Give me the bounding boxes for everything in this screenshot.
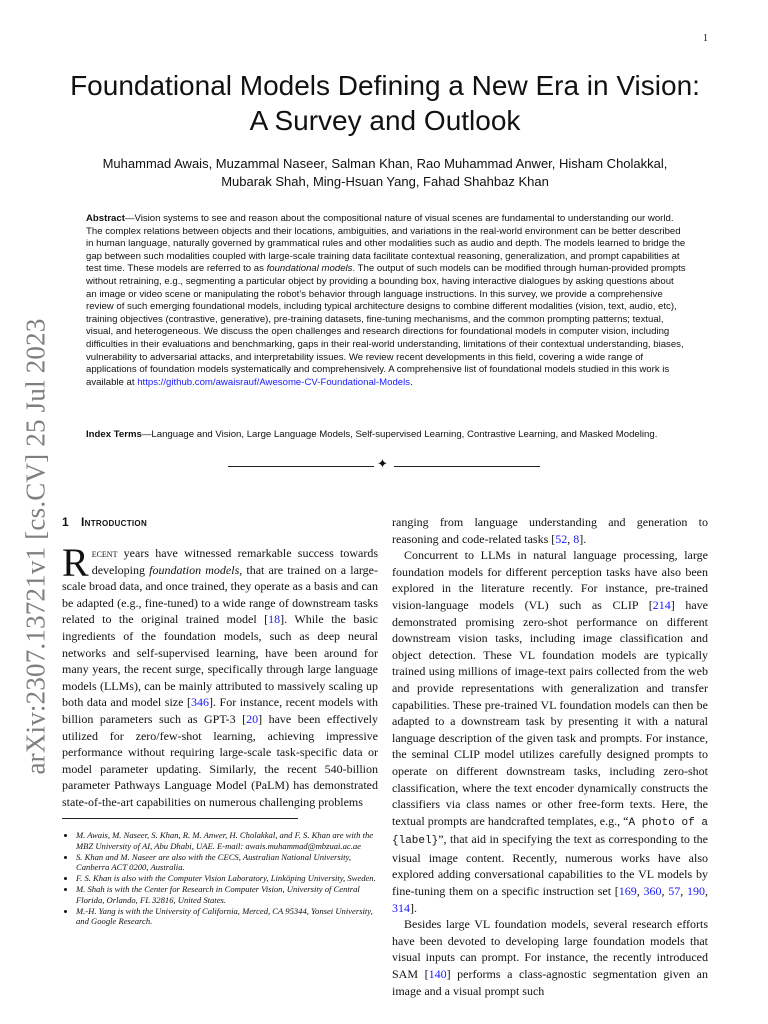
- citation-link[interactable]: 140: [428, 967, 447, 982]
- arxiv-stamp-text: arXiv:2307.13721v1 [cs.CV] 25 Jul 2023: [20, 317, 51, 775]
- arxiv-stamp: [6, 286, 66, 806]
- text-span: ] have demonstrated promising zero-shot performance on different downstream vision tasks, including image classification and object detection. These VL foundation models are typically trained using millions of image-text pairs collected from the web and provide representations with generalization and transfer capabilities. These pre-trained VL foundation models can then be adapted to a downstream task by presenting it with a natural language description of the given task and prompts. For instance, the seminal CLIP model utilizes carefully designed prompts to operate on different downstream tasks, including zero-shot classification, where the text encoder dynamically constructs the classifiers via class names or other free-form texts. Here, the textual prompts are handcrafted templates, e.g., “: [392, 597, 708, 828]
- citation-link[interactable]: 214: [652, 597, 671, 612]
- citation-link[interactable]: 314: [392, 900, 410, 915]
- abstract: [86, 213, 686, 389]
- section-heading: [62, 515, 147, 529]
- drop-cap: R: [62, 540, 89, 585]
- text-span: ].: [410, 900, 417, 915]
- text-span: years have witnessed remarkable success towards developing: [91, 546, 378, 577]
- citation-link[interactable]: 18: [268, 612, 281, 627]
- text-span: ] performs a class-agnostic segmentation given an image and a visual prompt such: [392, 967, 708, 998]
- divider-line-right: [394, 466, 540, 467]
- paper-title: Foundational Models Defining a New Era in Vision: A Survey and Outlook: [70, 70, 700, 136]
- text-span: ,: [680, 884, 688, 899]
- page-number: 1: [703, 33, 708, 44]
- footnote-item: • M. Shah is with the Center for Research in Computer Vision, University of Central Florida, Orlando, FL 32816, United States.: [76, 884, 378, 906]
- index-terms: [86, 429, 686, 442]
- abstract-emphasis: foundational models: [266, 263, 353, 275]
- text-span: ]. For instance, recent models with billion parameters such as GPT-3 [: [62, 695, 378, 726]
- abstract-end: .: [410, 376, 413, 388]
- repository-link[interactable]: https://github.com/awaisrauf/Awesome-CV-Foundational-Models: [137, 376, 411, 388]
- index-terms-label: Index Terms: [86, 429, 142, 440]
- left-column-text: [62, 540, 378, 811]
- intro-paragraph-continued: [392, 514, 708, 547]
- author-line-1: Muhammad Awais, Muzammal Naseer, Salman Khan, Rao Muhammad Anwer, Hisham Cholakkal,: [102, 156, 668, 171]
- abstract-label: Abstract: [86, 213, 125, 224]
- text-span: Concurrent to LLMs in natural language processing, large foundation models for different perception tasks have also been explored in the literature recently. For instance, pre-trained vision-language models (VL) such as CLIP [: [392, 548, 708, 612]
- citation-link[interactable]: 190: [687, 884, 706, 899]
- section-title: Introduction: [80, 515, 148, 529]
- index-terms-text: —Language and Vision, Large Language Models, Self-supervised Learning, Contrastive Learning, and Masked Modeling.: [141, 429, 658, 440]
- footnote-item: • M. Awais, M. Naseer, S. Khan, R. M. Anwer, H. Cholakkal, and F. S. Khan are with the MBZ University of AI, Abu Dhabi, UAE. E-mail: awais.muhammad@mbzuai.ac.ae: [76, 830, 378, 852]
- citation-link[interactable]: 346: [191, 695, 209, 710]
- intro-paragraph-3: [392, 916, 708, 999]
- citation-link[interactable]: 169: [618, 884, 637, 899]
- footnotes: [62, 830, 378, 927]
- footnote-rule: [62, 818, 298, 819]
- abstract-text-2: . The output of such models can be modified through human-provided prompts without retraining, e.g., segmenting a particular object by providing a bounding box, having interactive dialogues by asking questions about an image or video scene or manipulating the robot’s behavior through language instructions. In this survey, we provide a comprehensive review of such emerging foundational models, including typical architecture designs to combine different modalities (vision, text, audio, etc), training objectives (contrastive, generative), pre-training datasets, fine-tuning mechanisms, and the common prompting patterns; textual, visual, and heterogeneous. We discuss the open challenges and research directions for foundational models in computer vision, including difficulties in their evaluations and benchmarking, gaps in their real-world understanding, limitations of their contextual understanding, biases, vulnerability to adversarial attacks, and interpretability issues. We review recent developments in this field, covering a wide range of applications of foundation models systematically and comprehensively. A comprehensive list of foundational models studied in this work is available at: [86, 263, 686, 388]
- citation-link[interactable]: 8: [573, 531, 580, 546]
- author-list: [70, 155, 700, 191]
- emphasis: foundation models: [149, 562, 240, 577]
- citation-link[interactable]: 360: [643, 884, 662, 899]
- text-span: ,: [636, 884, 644, 899]
- abstract-text-1: —Vision systems to see and reason about the compositional nature of visual scenes are fundamental to understanding our world. The complex relations between objects and their locations, ambiguities, and variations in the real-world environment can be better described in human language, naturally governed by grammatical rules and other modalities such as audio and depth. The models learned to bridge the gap between such modalities coupled with large-scale training data facilitate contextual reasoning, generalization, and prompt capabilities at test time. These models are referred to as: [86, 213, 686, 275]
- section-number: 1: [62, 515, 69, 529]
- text-span: ].: [579, 531, 587, 546]
- text-span: ] have been effectively utilized for zero/few-shot learning, achieving impressive performance without requiring large-scale task-specific data or model parameter updating. Similarly, the recent 540-billion parameter Pathways Language Model (PaLM) has demonstrated state-of-the-art capabilities on numerous challenging problems: [62, 711, 378, 809]
- right-column-text: [392, 514, 708, 999]
- footnote-item: • S. Khan and M. Naseer are also with the CECS, Australian National University, Canberra ACT 0200, Australia.: [76, 852, 378, 874]
- text-span: Besides large VL foundation models, several research efforts have been devoted to developing large foundation models that visual inputs can prompt. For instance, the recently introduced SAM [: [392, 917, 708, 982]
- citation-link[interactable]: 20: [246, 711, 259, 726]
- intro-paragraph-1: [62, 540, 378, 811]
- text-span: ,: [661, 884, 669, 899]
- text-span: ]. While the basic ingredients of the foundation models, such as deep neural networks and self-supervised learning, have been around for many years, the recent surge, specifically through large language models (LLMs), can be mainly attributed to massively scaling up both data and model size [: [62, 612, 378, 710]
- author-line-2: Mubarak Shah, Ming-Hsuan Yang, Fahad Shahbaz Khan: [221, 174, 549, 189]
- text-span: ,: [567, 531, 574, 546]
- smallcaps-lead: ecent: [91, 546, 118, 560]
- text-span: ”, that aid in specifying the text as corresponding to the visual image content. Recently, numerous works have also explored adding conversational capabilities to the VL models by fine-tuning them on a specific instruction set [: [392, 832, 708, 899]
- prompt-template-code: A photo of a {label}: [392, 816, 709, 848]
- divider-line-left: [228, 466, 374, 467]
- footnote-item: • M.-H. Yang is with the University of California, Merced, CA 95344, Yonsei University, and Google Research.: [76, 906, 378, 928]
- citation-link[interactable]: 52: [555, 531, 568, 546]
- intro-paragraph-2: [392, 547, 708, 916]
- text-span: ,: [705, 884, 709, 899]
- footnote-item: • F. S. Khan is also with the Computer Vision Laboratory, Linköping University, Sweden.: [76, 873, 378, 884]
- divider-ornament-icon: ✦: [377, 457, 388, 472]
- citation-link[interactable]: 57: [668, 884, 681, 899]
- text-span: ranging from language understanding and generation to reasoning and code-related tasks [: [392, 515, 708, 546]
- text-span: , that are trained on a large-scale broad data, and once trained, they operate as a basis and can be adapted (e.g., fine-tuned) to a wide range of downstream tasks related to the original trained model [: [62, 562, 378, 627]
